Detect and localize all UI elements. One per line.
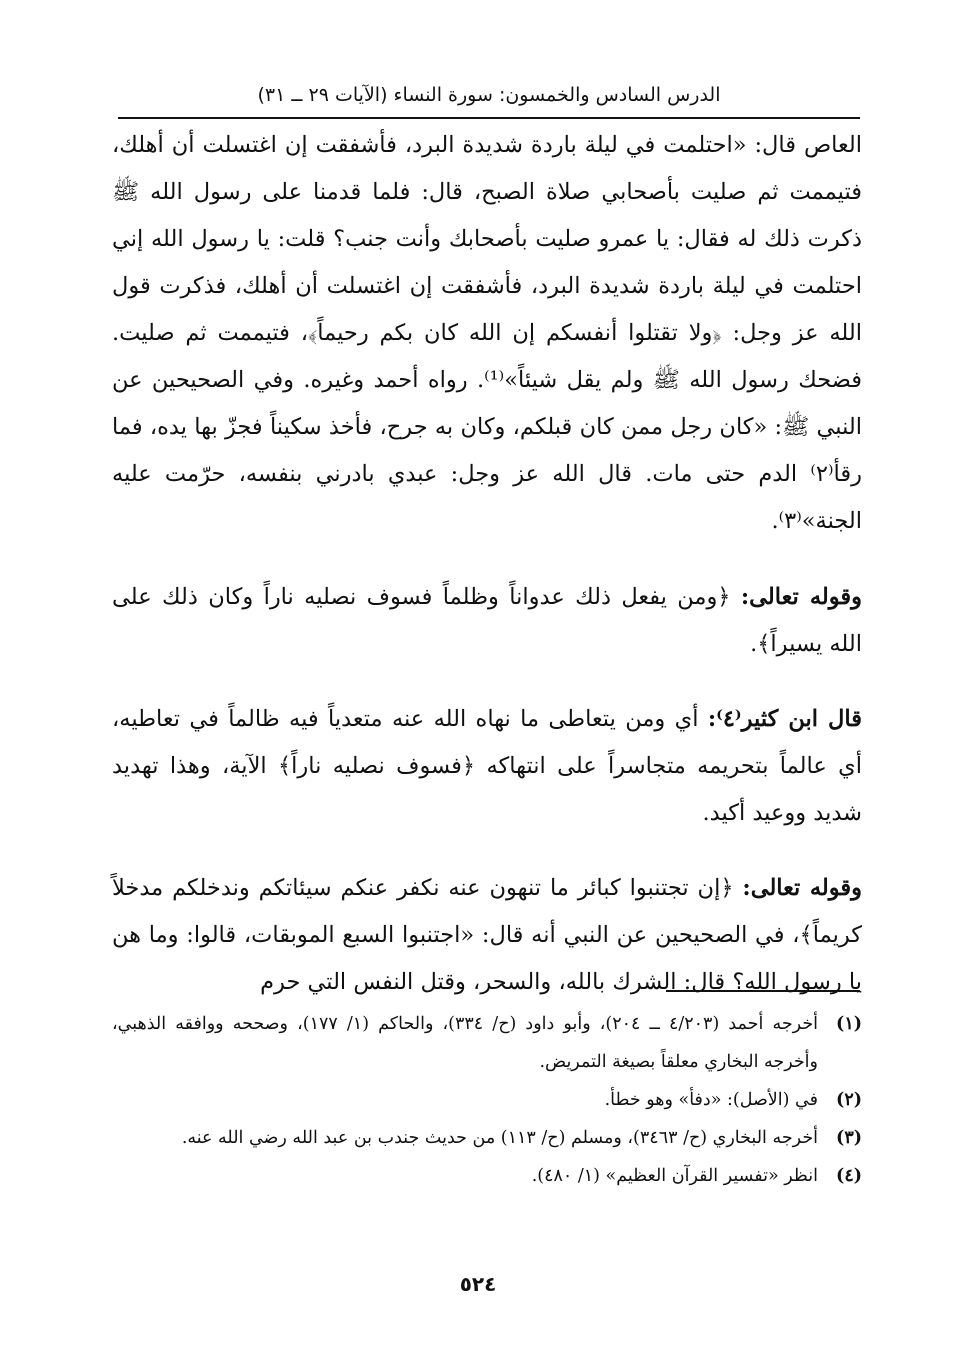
paragraph-lead: قال ابن كثير⁽٤⁾: bbox=[707, 706, 862, 732]
paragraph-lead: وقوله تعالى: bbox=[742, 875, 863, 901]
page-number: ٥٢٤ bbox=[459, 1272, 497, 1296]
footnote-text: أخرجه البخاري (ح/ ٣٤٦٣)، ومسلم (ح/ ١١٣) من حديث جندب بن عبد الله رضي الله عنه. bbox=[181, 1128, 818, 1148]
footnote-text: في (الأصل): «دفأ» وهو خطأ. bbox=[604, 1090, 818, 1110]
main-text bbox=[112, 122, 862, 1034]
paragraph-text: ﴿إن تجتنبوا كبائر ما تنهون عنه نكفر عنكم سيئاتكم وندخلكم مدخلاً كريماً﴾، في الصحيحين عن النبي أنه قال: «اجتنبوا السبع الموبقات، قالوا: وما هن يا رسول الله؟ قال: الشرك بالله، والسحر، وقتل النفس التي حرم bbox=[112, 875, 862, 995]
paragraph-lead: وقوله تعالى: bbox=[740, 584, 862, 610]
footnotes bbox=[112, 1005, 862, 1195]
paragraph-verse-30 bbox=[112, 574, 862, 668]
footnote-number: (٣) bbox=[836, 1128, 862, 1148]
paragraph-text: ﴿ومن يفعل ذلك عدواناً وظلماً فسوف نصليه ناراً وكان ذلك على الله يسيراً﴾. bbox=[112, 584, 862, 657]
footnote-item bbox=[112, 1081, 862, 1119]
footnote-text: انظر «تفسير القرآن العظيم» (١/ ٤٨٠). bbox=[531, 1166, 818, 1186]
paragraph-text: العاص قال: «احتلمت في ليلة باردة شديدة البرد، فأشفقت إن اغتسلت أن أهلك، فتيممت ثم صليت بأصحابي صلاة الصبح، قال: فلما قدمنا على رسول الله ﷺ ذكرت ذلك له فقال: يا عمرو صليت بأصحابك وأنت جنب؟ قلت: يا رسول الله إني احتلمت في ليلة باردة شديدة البرد، فأشفقت إن اغتسلت أن أهلك، فذكرت قول الله عز وجل: ﴿ولا تقتلوا أنفسكم إن الله كان بكم رحيماً﴾، فتيممت ثم صليت. فضحك رسول الله ﷺ ولم يقل شيئاً»⁽¹⁾. رواه أحمد وغيره. وفي الصحيحين عن النبي ﷺ: «كان رجل ممن كان قبلكم، وكان به جرح، فأخذ سكيناً فجزّ بها يده، فما رقأ⁽٢⁾ الدم حتى مات. قال الله عز وجل: عبدي بادرني بنفسه، حرّمت عليه الجنة»⁽٣⁾. bbox=[112, 132, 862, 534]
paragraph-text: أي ومن يتعاطى ما نهاه الله عنه متعدياً فيه ظالماً في تعاطيه، أي عالماً بتحريمه متجاسراً على انتهاكه ﴿فسوف نصليه ناراً﴾ الآية، وهذا تهديد شديد ووعيد أكيد. bbox=[112, 706, 862, 826]
footnote-separator bbox=[666, 990, 860, 992]
running-header: الدرس السادس والخمسون: سورة النساء (الآيات ٢٩ ــ ٣١) bbox=[257, 84, 721, 106]
paragraph-hadith-amr bbox=[112, 122, 862, 545]
footnote-item bbox=[112, 1119, 862, 1157]
footnote-number: (١) bbox=[836, 1014, 862, 1034]
header-rule bbox=[118, 117, 860, 119]
paragraph-verse-31 bbox=[112, 865, 862, 1006]
footnote-item bbox=[112, 1005, 862, 1081]
footnote-item bbox=[112, 1157, 862, 1195]
paragraph-ibn-kathir bbox=[112, 696, 862, 837]
footnote-number: (٢) bbox=[836, 1090, 862, 1110]
footnote-text: أخرجه أحمد (٤/٢٠٣ ــ ٢٠٤)، وأبو داود (ح/ ٣٣٤)، والحاكم (١/ ١٧٧)، وصححه ووافقه الذهبي، وأخرجه البخاري معلقاً بصيغة التمريض. bbox=[112, 1014, 819, 1072]
footnote-number: (٤) bbox=[836, 1166, 862, 1186]
